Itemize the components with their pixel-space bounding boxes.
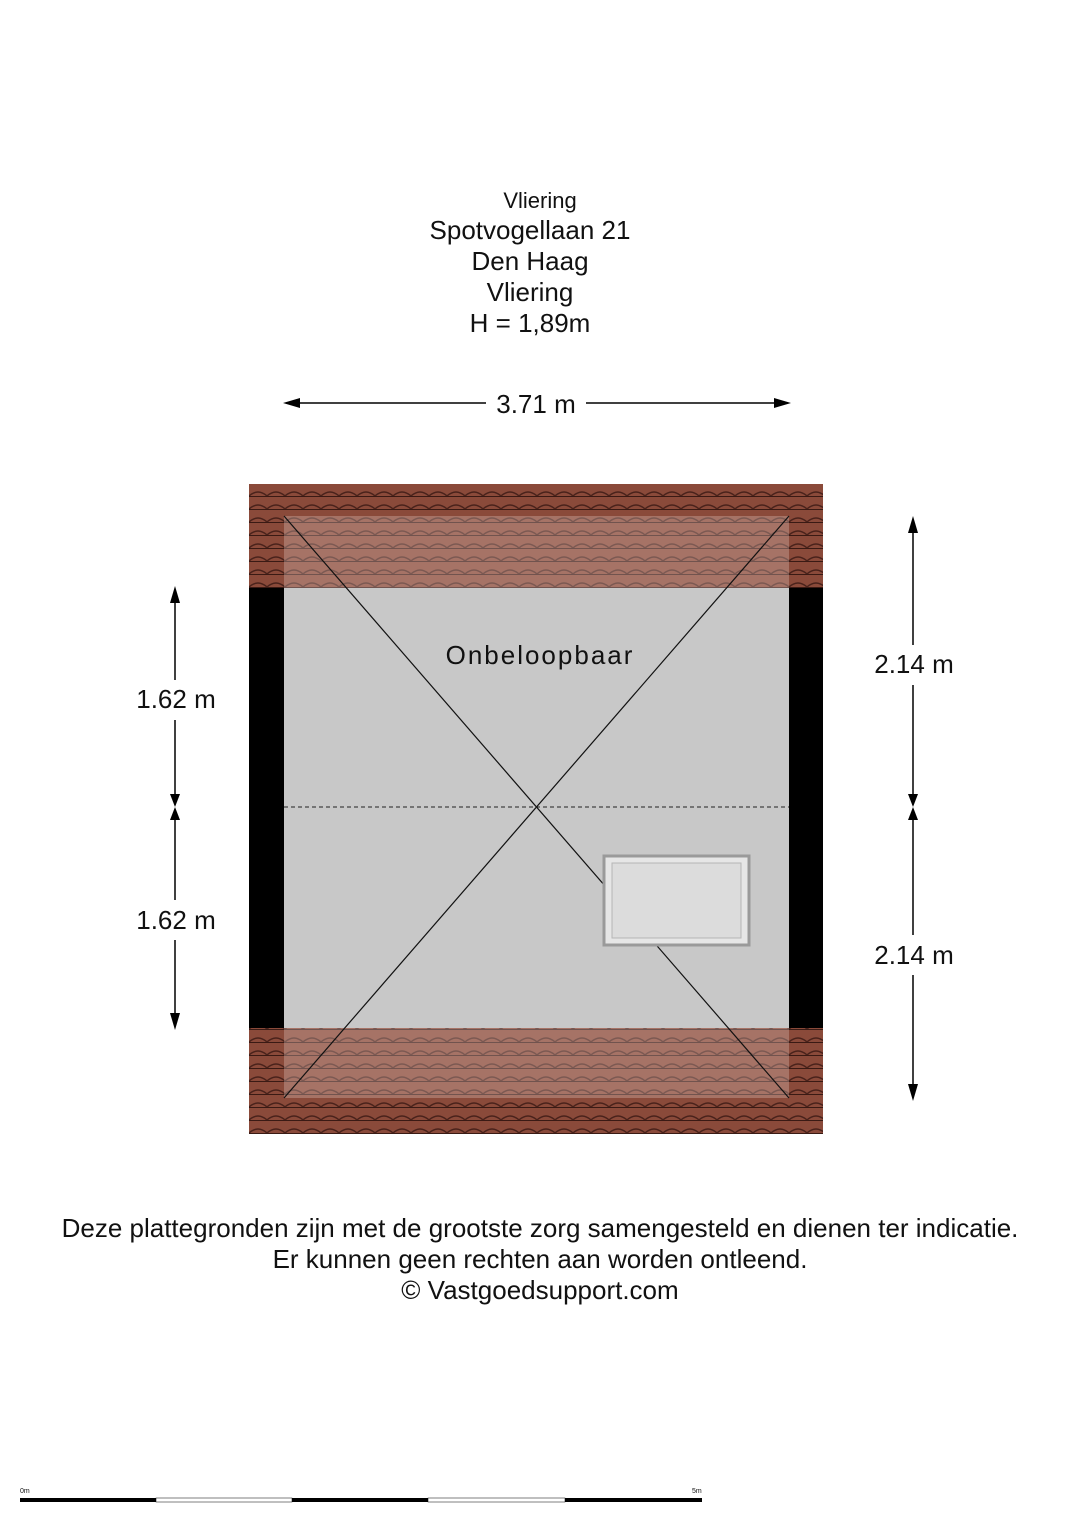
disclaimer-line-1: Deze plattegronden zijn met de grootste zorg samengesteld en dienen ter indicatie. (61, 1213, 1019, 1243)
room-label: Onbeloopbaar (445, 640, 635, 670)
scale-end-label: 5m (692, 1488, 702, 1495)
floor-title-small: Vliering (503, 188, 577, 213)
city-line: Den Haag (471, 246, 589, 276)
copyright-line: © Vastgoedsupport.com (401, 1275, 679, 1305)
height-line: H = 1,89m (469, 308, 591, 338)
scale-start-label: 0m (20, 1488, 30, 1495)
right-dimension-arrows (908, 516, 918, 1101)
disclaimer-line-2: Er kunnen geen rechten aan worden ontleend. (272, 1244, 808, 1274)
left-upper-dimension-label: 1.62 m (126, 684, 226, 715)
roof-overlay-bottom (284, 1028, 789, 1098)
wall-right (789, 588, 823, 1028)
wall-left (249, 588, 284, 1028)
left-lower-dimension-label: 1.62 m (126, 905, 226, 936)
left-dimension-arrows (170, 586, 180, 1030)
width-dimension-label: 3.71 m (486, 389, 586, 420)
roof-overlay-top (284, 516, 789, 588)
hatch (604, 856, 749, 945)
address-line: Spotvogellaan 21 (429, 215, 631, 245)
scale-bar (20, 1498, 702, 1502)
right-upper-dimension-label: 2.14 m (864, 649, 964, 680)
right-lower-dimension-label: 2.14 m (864, 940, 964, 971)
floor-name-line: Vliering (486, 277, 574, 307)
